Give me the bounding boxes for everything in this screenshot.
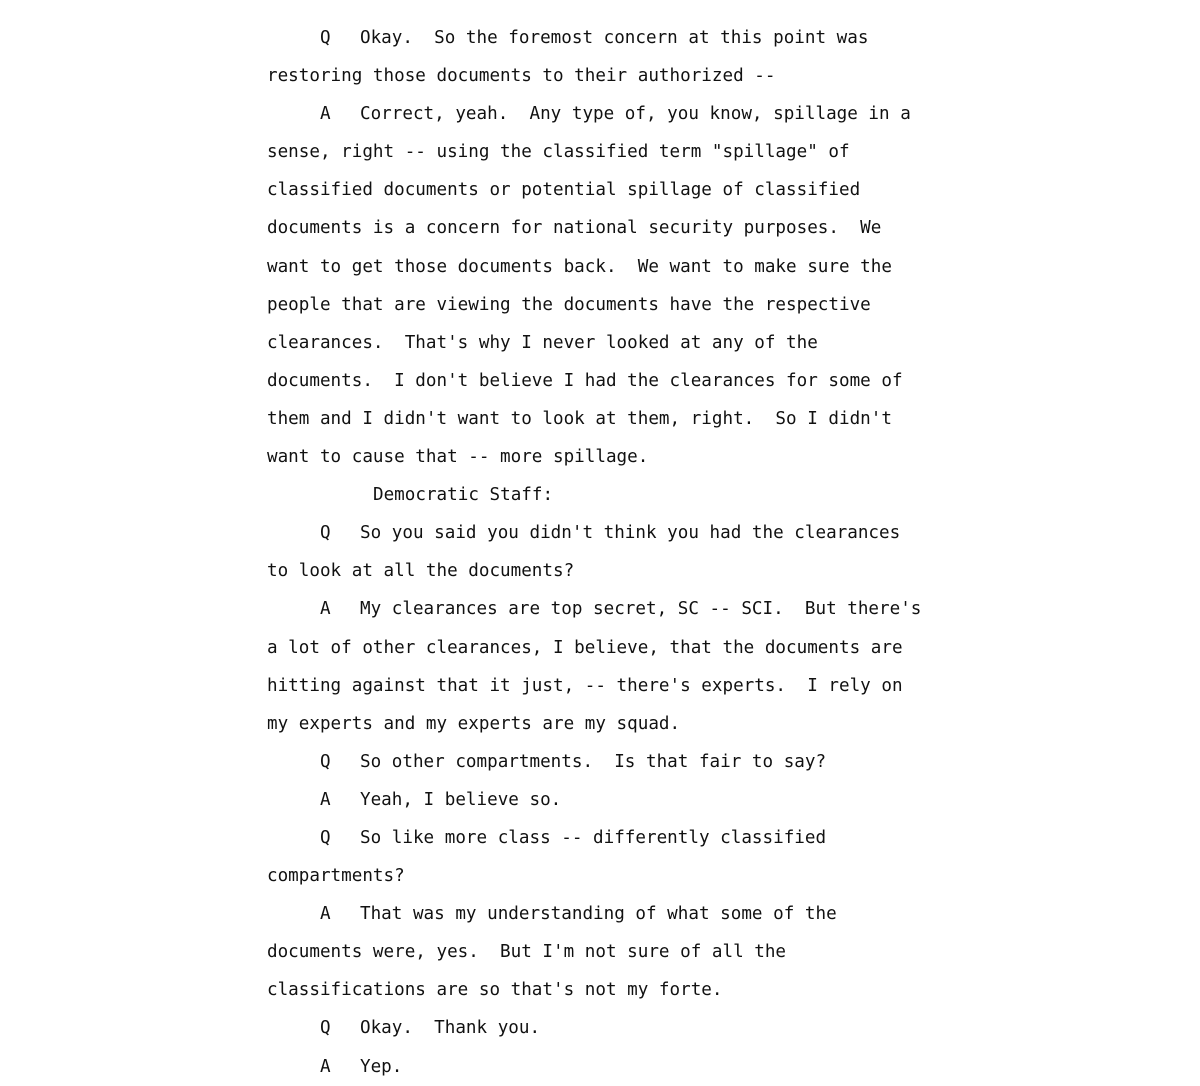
transcript-line: clearances. That's why I never looked at any of the — [267, 332, 818, 353]
transcript-line: want to get those documents back. We want to make sure the — [267, 256, 892, 277]
line-text: Okay. So the foremost concern at this point was — [360, 28, 869, 48]
transcript-line: hitting against that it just, -- there's experts. I rely on — [267, 675, 903, 696]
line-text: Correct, yeah. Any type of, you know, spillage in a — [360, 104, 911, 125]
speaker-label: A — [320, 599, 331, 620]
transcript-line — [0, 95, 1200, 133]
transcript-line: documents is a concern for national security purposes. We — [267, 218, 882, 239]
transcript-line: to look at all the documents? — [267, 561, 575, 582]
line-text: That was my understanding of what some of the — [360, 904, 837, 925]
transcript-line: want to cause that -- more spillage. — [267, 447, 649, 468]
section-heading: Democratic Staff: — [373, 485, 554, 506]
transcript-line: a lot of other clearances, I believe, that the documents are — [267, 637, 903, 658]
line-text: So other compartments. Is that fair to say? — [360, 751, 827, 772]
speaker-label: Q — [320, 1018, 331, 1039]
line-text: So you said you didn't think you had the clearances — [360, 523, 901, 544]
line-text: So like more class -- differently classified — [360, 827, 827, 848]
transcript-line: them and I didn't want to look at them, right. So I didn't — [267, 408, 892, 429]
transcript-line — [0, 514, 1200, 552]
speaker-label: Q — [320, 28, 331, 48]
line-text: Okay. Thank you. — [360, 1018, 541, 1039]
speaker-label: Q — [320, 751, 331, 772]
speaker-label: A — [320, 1056, 331, 1077]
transcript-line: documents were, yes. But I'm not sure of all the — [267, 942, 787, 963]
speaker-label: Q — [320, 523, 331, 544]
speaker-label: A — [320, 104, 331, 125]
line-text: My clearances are top secret, SC -- SCI. But there's — [360, 599, 922, 620]
transcript-line: documents. I don't believe I had the clearances for some of — [267, 370, 903, 391]
transcript-line: sense, right -- using the classified term "spillage" of — [267, 142, 850, 163]
transcript-line: people that are viewing the documents have the respective — [267, 294, 871, 315]
transcript-line: classified documents or potential spillage of classified — [267, 180, 861, 201]
transcript-line — [0, 1048, 1200, 1086]
transcript-line — [0, 781, 1200, 819]
transcript-line — [0, 19, 1200, 57]
transcript-line — [0, 895, 1200, 933]
speaker-label: A — [320, 789, 331, 810]
transcript-line: restoring those documents to their authorized -- — [267, 66, 776, 87]
transcript-line — [0, 1009, 1200, 1047]
transcript-line — [0, 743, 1200, 781]
speaker-label: A — [320, 904, 331, 925]
transcript-line: classifications are so that's not my forte. — [267, 980, 723, 1001]
transcript-line: my experts and my experts are my squad. — [267, 713, 681, 734]
transcript-line — [0, 819, 1200, 857]
line-text: Yeah, I believe so. — [360, 789, 562, 810]
transcript-line: compartments? — [267, 866, 405, 887]
speaker-label: Q — [320, 827, 331, 848]
line-text: Yep. — [360, 1056, 403, 1077]
transcript-page — [0, 19, 1200, 1086]
transcript-line — [0, 590, 1200, 628]
